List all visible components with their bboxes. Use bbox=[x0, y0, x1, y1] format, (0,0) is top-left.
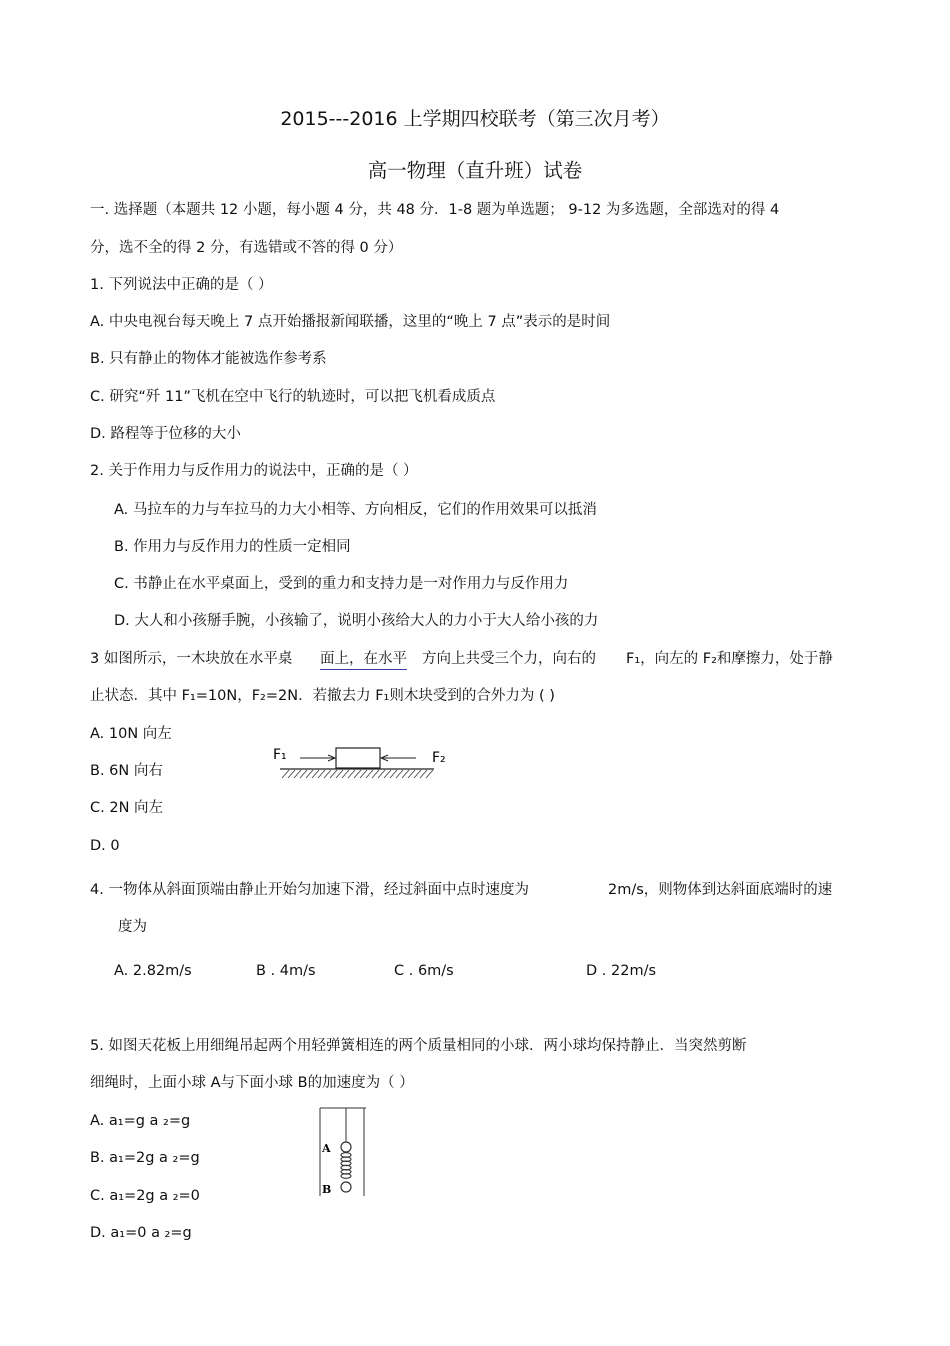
q3-stem-part4: F₁，向左的 F₂和摩擦力，处于静 bbox=[626, 651, 833, 667]
q4-stem-part1: 4. 一物体从斜面顶端由静止开始匀加速下滑，经过斜面中点时速度为 bbox=[90, 882, 529, 898]
q1-option-c: C. 研究“歼 11”飞机在空中飞行的轨迹时，可以把飞机看成质点 bbox=[90, 389, 496, 405]
wooden-block bbox=[336, 748, 380, 768]
exam-title: 2015---2016 上学期四校联考（第三次月考） bbox=[280, 108, 670, 130]
q4-option-d: D . 22m/s bbox=[586, 963, 657, 979]
exam-subtitle: 高一物理（直升班）试卷 bbox=[367, 159, 583, 182]
q3-option-a: A. 10N 向左 bbox=[90, 726, 172, 742]
q1-stem: 1. 下列说法中正确的是（ ） bbox=[90, 277, 273, 293]
q2-option-d: D. 大人和小孩掰手腕，小孩输了，说明小孩给大人的力小于大人给小孩的力 bbox=[114, 613, 599, 629]
section-instructions-line1: 一. 选择题（本题共 12 小题，每小题 4 分，共 48 分．1-8 题为单选题； 9-12 为多选题，全部选对的得 4 bbox=[90, 202, 780, 218]
q4-option-b: B . 4m/s bbox=[256, 963, 316, 979]
q2-stem: 2. 关于作用力与反作用力的说法中，正确的是（ ） bbox=[90, 463, 418, 479]
q5-option-b: B. a₁=2g a ₂=g bbox=[90, 1150, 200, 1166]
q2-option-c: C. 书静止在水平桌面上，受到的重力和支持力是一对作用力与反作用力 bbox=[114, 576, 569, 592]
q3-stem-part1: 3 如图所示，一木块放在水平桌 bbox=[90, 651, 293, 667]
q5-option-c: C. a₁=2g a ₂=0 bbox=[90, 1188, 200, 1204]
q2-option-a: A. 马拉车的力与车拉马的力大小相等、方向相反，它们的作用效果可以抵消 bbox=[114, 502, 597, 518]
q4-stem-part2: 2m/s，则物体到达斜面底端时的速 bbox=[608, 882, 833, 898]
q5-stem-line1: 5. 如图天花板上用细绳吊起两个用轻弹簧相连的两个质量相同的小球．两小球均保持静止．当突然剪断 bbox=[90, 1038, 747, 1054]
q2-option-b: B. 作用力与反作用力的性质一定相同 bbox=[114, 539, 351, 555]
f1-label: F₁ bbox=[273, 747, 287, 763]
q1-option-d: D. 路程等于位移的大小 bbox=[90, 426, 241, 442]
q5-option-d: D. a₁=0 a ₂=g bbox=[90, 1225, 192, 1241]
spring bbox=[341, 1153, 351, 1179]
q3-option-d: D. 0 bbox=[90, 838, 120, 854]
q5-spring-diagram bbox=[316, 1106, 372, 1198]
q1-option-a: A. 中央电视台每天晚上 7 点开始播报新闻联播，这里的“晚上 7 点”表示的是时间 bbox=[90, 314, 611, 330]
q4-option-a: A. 2.82m/s bbox=[114, 963, 192, 979]
q5-stem-line2: 细绳时，上面小球 A与下面小球 B的加速度为（ ） bbox=[90, 1075, 414, 1091]
q1-option-b: B. 只有静止的物体才能被选作参考系 bbox=[90, 351, 327, 367]
label-b: B bbox=[322, 1183, 332, 1196]
label-a: A bbox=[322, 1142, 331, 1155]
q3-stem-line2: 止状态．其中 F₁=10N，F₂=2N．若撤去力 F₁则木块受到的合外力为 ( ) bbox=[90, 688, 555, 704]
q4-option-c: C . 6m/s bbox=[394, 963, 454, 979]
q3-force-diagram bbox=[270, 744, 460, 786]
q3-option-c: C. 2N 向左 bbox=[90, 800, 164, 816]
table-hatching bbox=[282, 770, 433, 778]
q5-option-a: A. a₁=g a ₂=g bbox=[90, 1113, 191, 1129]
ball-b bbox=[341, 1182, 351, 1192]
f2-label: F₂ bbox=[432, 750, 446, 766]
q3-option-b: B. 6N 向右 bbox=[90, 763, 163, 779]
q4-stem-line2: 度为 bbox=[118, 919, 147, 935]
q3-stem-part2: 面上，在水平 bbox=[320, 649, 407, 670]
q3-stem-part3: 方向上共受三个力，向右的 bbox=[422, 651, 596, 667]
ball-a bbox=[341, 1142, 351, 1152]
section-instructions-line2: 分，选不全的得 2 分，有选错或不答的得 0 分） bbox=[90, 240, 403, 256]
